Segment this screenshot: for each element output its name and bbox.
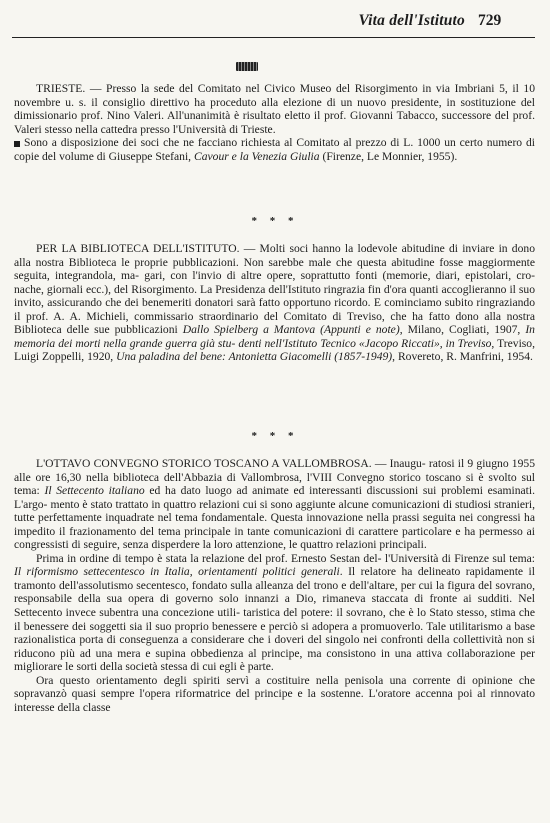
square-bullet-icon bbox=[14, 141, 20, 147]
text-line: ed ha bbox=[144, 484, 176, 498]
text-line: L'OTTAVO CONVEGNO STORICO TOSCANO A VALLOMBROSA. — Inaugu- bbox=[36, 457, 426, 470]
section-convegno bbox=[14, 457, 535, 714]
paragraph bbox=[14, 552, 535, 674]
text-line: PER LA BIBLIOTECA DELL'ISTITUTO. — Molti soci hanno la lodevole bbox=[36, 242, 398, 255]
text-line: . Il relatore ha delineato rapidamente il tramonto dell'assolutismo bbox=[14, 565, 535, 592]
ornament-icon bbox=[236, 62, 258, 71]
text-line: sovrano, responsabile della sua opera di governo solo innanzi a Dio, rimaneva bbox=[14, 578, 536, 606]
text-line: Ora questo orientamento degli spiriti servì a costituire nella penisola bbox=[36, 673, 384, 687]
book-title: Dallo Spielberg a Mantova (Appunti bbox=[182, 323, 361, 337]
text-line: innovazione nella prassi seguita nei congressi ha impedito il frazionamento del bbox=[14, 511, 535, 538]
text-line: elezione di un nuovo presidente, in sostituzione del dimissionario prof. Nino bbox=[14, 95, 535, 123]
text-line: Michieli, commissario straordinario del Comitato di Treviso, che ha fatto dono bbox=[86, 309, 479, 323]
text-line: Manfrini, 1954. bbox=[459, 350, 533, 364]
text-line: prof. Valeri stesso nella cattedra presso l'Università di Trieste. bbox=[14, 109, 535, 136]
section-trieste bbox=[14, 82, 535, 163]
paragraph bbox=[14, 674, 535, 715]
lecture-title: politici generali bbox=[262, 565, 340, 579]
book-title: Una paladina del bene: Antonietta Giacomelli (1857-1949) bbox=[116, 350, 393, 364]
text-line: sarà fatto opportuno ricordo. E cominciamo subito ringraziando il prof. A. A. bbox=[14, 296, 536, 323]
lecture-title: Il riformismo settecentesco in Italia, orientamenti bbox=[14, 565, 258, 579]
text-line: in via Imbriani 5, il 10 novembre u. s. il consiglio direttivo ha proceduto alla bbox=[14, 82, 535, 109]
text-line: 1920, bbox=[87, 350, 117, 364]
book-title: In memoria dei morti nella grande guerra già stu- bbox=[14, 323, 535, 350]
book-title: e note) bbox=[365, 323, 400, 337]
paragraph bbox=[14, 82, 535, 136]
text-line: del singolo nei confronti della collettività non si riducono più ad una mera e bbox=[14, 633, 535, 660]
text-line: (Firenze, Le Monnier, 1955). bbox=[319, 149, 458, 163]
text-line: congressisti di seguire, senza disperdere la loro attenzione, le quattro relazioni bbox=[14, 538, 377, 552]
text-line: TRIESTE. — Presso la sede del Comitato nel Civico Museo del Risorgimento bbox=[36, 82, 418, 95]
running-title: Vita dell'Istituto bbox=[358, 12, 465, 29]
text-line: una corrente di opinione che sopravanzò quasi sempre l'opera riformatrice del bbox=[14, 673, 535, 701]
text-line: di studiosi stranieri, tutte perfettamente inquadrate nel tema fondamentale. Questa bbox=[14, 497, 536, 525]
paragraph bbox=[14, 242, 535, 364]
book-title: Cavour e bbox=[193, 149, 237, 163]
text-line: ratosi il 9 giugno 1955 alle ore 16,30 nella biblioteca dell'Abbazia di Vallombrosa, bbox=[14, 457, 535, 484]
text-line: mento è stato trattato in quattro relazioni cui si sono aggiunte alcune comunicazioni bbox=[50, 497, 440, 511]
section-biblioteca bbox=[14, 242, 535, 364]
book-title: la Venezia Giulia bbox=[239, 149, 320, 163]
conference-theme: Il Settecento italiano bbox=[44, 484, 145, 498]
text-line: nache, giornali ecc.), del Risorgimento. La Presidenza dell'Istituto ringrazia fin bbox=[14, 282, 381, 296]
text-line: l'VIII Convegno storico toscano si è svolto sul tema: bbox=[14, 470, 535, 498]
text-line: principe e la sostenne. L'oratore accenna poi al rinnovato interesse della classe bbox=[14, 687, 535, 714]
text-line: dato luogo ad animate ed interessanti discussioni sui problemi esaminati. L'argo- bbox=[14, 484, 535, 511]
page-number: 729 bbox=[478, 12, 502, 29]
text-line: Prima in ordine di tempo è stata la relazione del prof. Ernesto Sestan del- bbox=[36, 551, 382, 565]
text-line: taristica del potere: il sovrano, che è lo Stato stesso, stima che il benessere dei bbox=[14, 606, 535, 633]
text-line: , Milano, Cogliati, 1907, bbox=[399, 323, 526, 337]
text-line: staccata di fronte ai sudditi. Nel Settecento invece subentra una concezione utili- bbox=[14, 592, 535, 620]
paragraph bbox=[14, 457, 535, 552]
page-header bbox=[0, 12, 550, 36]
section-separator: * * * bbox=[251, 215, 299, 227]
text-line: abitudine di inviare in dono alla nostra Biblioteca le proprie pubblicazioni. Non bbox=[14, 242, 535, 269]
text-line: , Rovereto, R. bbox=[392, 350, 457, 364]
header-rule bbox=[12, 37, 535, 38]
paragraph bbox=[14, 136, 535, 163]
text-line: l'Università di Firenze sul tema: bbox=[384, 551, 535, 565]
text-line: principali. bbox=[379, 538, 427, 552]
text-line: di L. 1000 un certo numero di copie del volume di Giuseppe Stefani, bbox=[14, 136, 535, 163]
text-line: , Treviso, Luigi Zoppelli, bbox=[14, 336, 536, 364]
text-line: supina obbedienza al principe, ma consistono in una attiva collaborazione per bbox=[155, 646, 535, 660]
text-line: Valeri. All'unanimità è risultato eletto il prof. Giovanni Tabacco, successore del bbox=[133, 109, 510, 123]
text-line: secentesco, fondato sulla alleanza del trono e dell'altare, per cui la figura del bbox=[136, 578, 493, 592]
text-line: Sono a disposizione dei soci che ne facciano richiesta al Comitato al prezzo bbox=[24, 136, 387, 150]
text-line: sarebbe male che questa abitudine fosse maggiormente seguita, integrandola, ma- bbox=[14, 255, 536, 283]
text-line: gari, con l'invio di altre opere, soprattutto fonti (memorie, diari, epistolari, cro- bbox=[144, 269, 536, 283]
text-line: migliorare le sorti della società stessa di cui egli è parte. bbox=[14, 660, 274, 674]
book-title: denti nell'Istituto Tecnico «Jacopo Riccati», in Treviso bbox=[238, 336, 492, 350]
text-line: tema principale in tante comunicazioni di carattere particolare e ha permesso ai bbox=[157, 524, 535, 538]
text-line: alla nostra Biblioteca delle sue pubblicazioni bbox=[14, 309, 535, 337]
text-line: d'ora quanti accoglieranno il suo invito, assicurando che dei benemeriti donatori bbox=[14, 282, 536, 310]
section-separator: * * * bbox=[251, 430, 299, 442]
text-line: soggetti sia il suo proprio benessere e perciò si adopera a promuoverlo. Tale bbox=[89, 619, 446, 633]
text-line: utilitarismo a base razionalistica porta di conseguenza a considerare che i doveri bbox=[14, 619, 535, 647]
